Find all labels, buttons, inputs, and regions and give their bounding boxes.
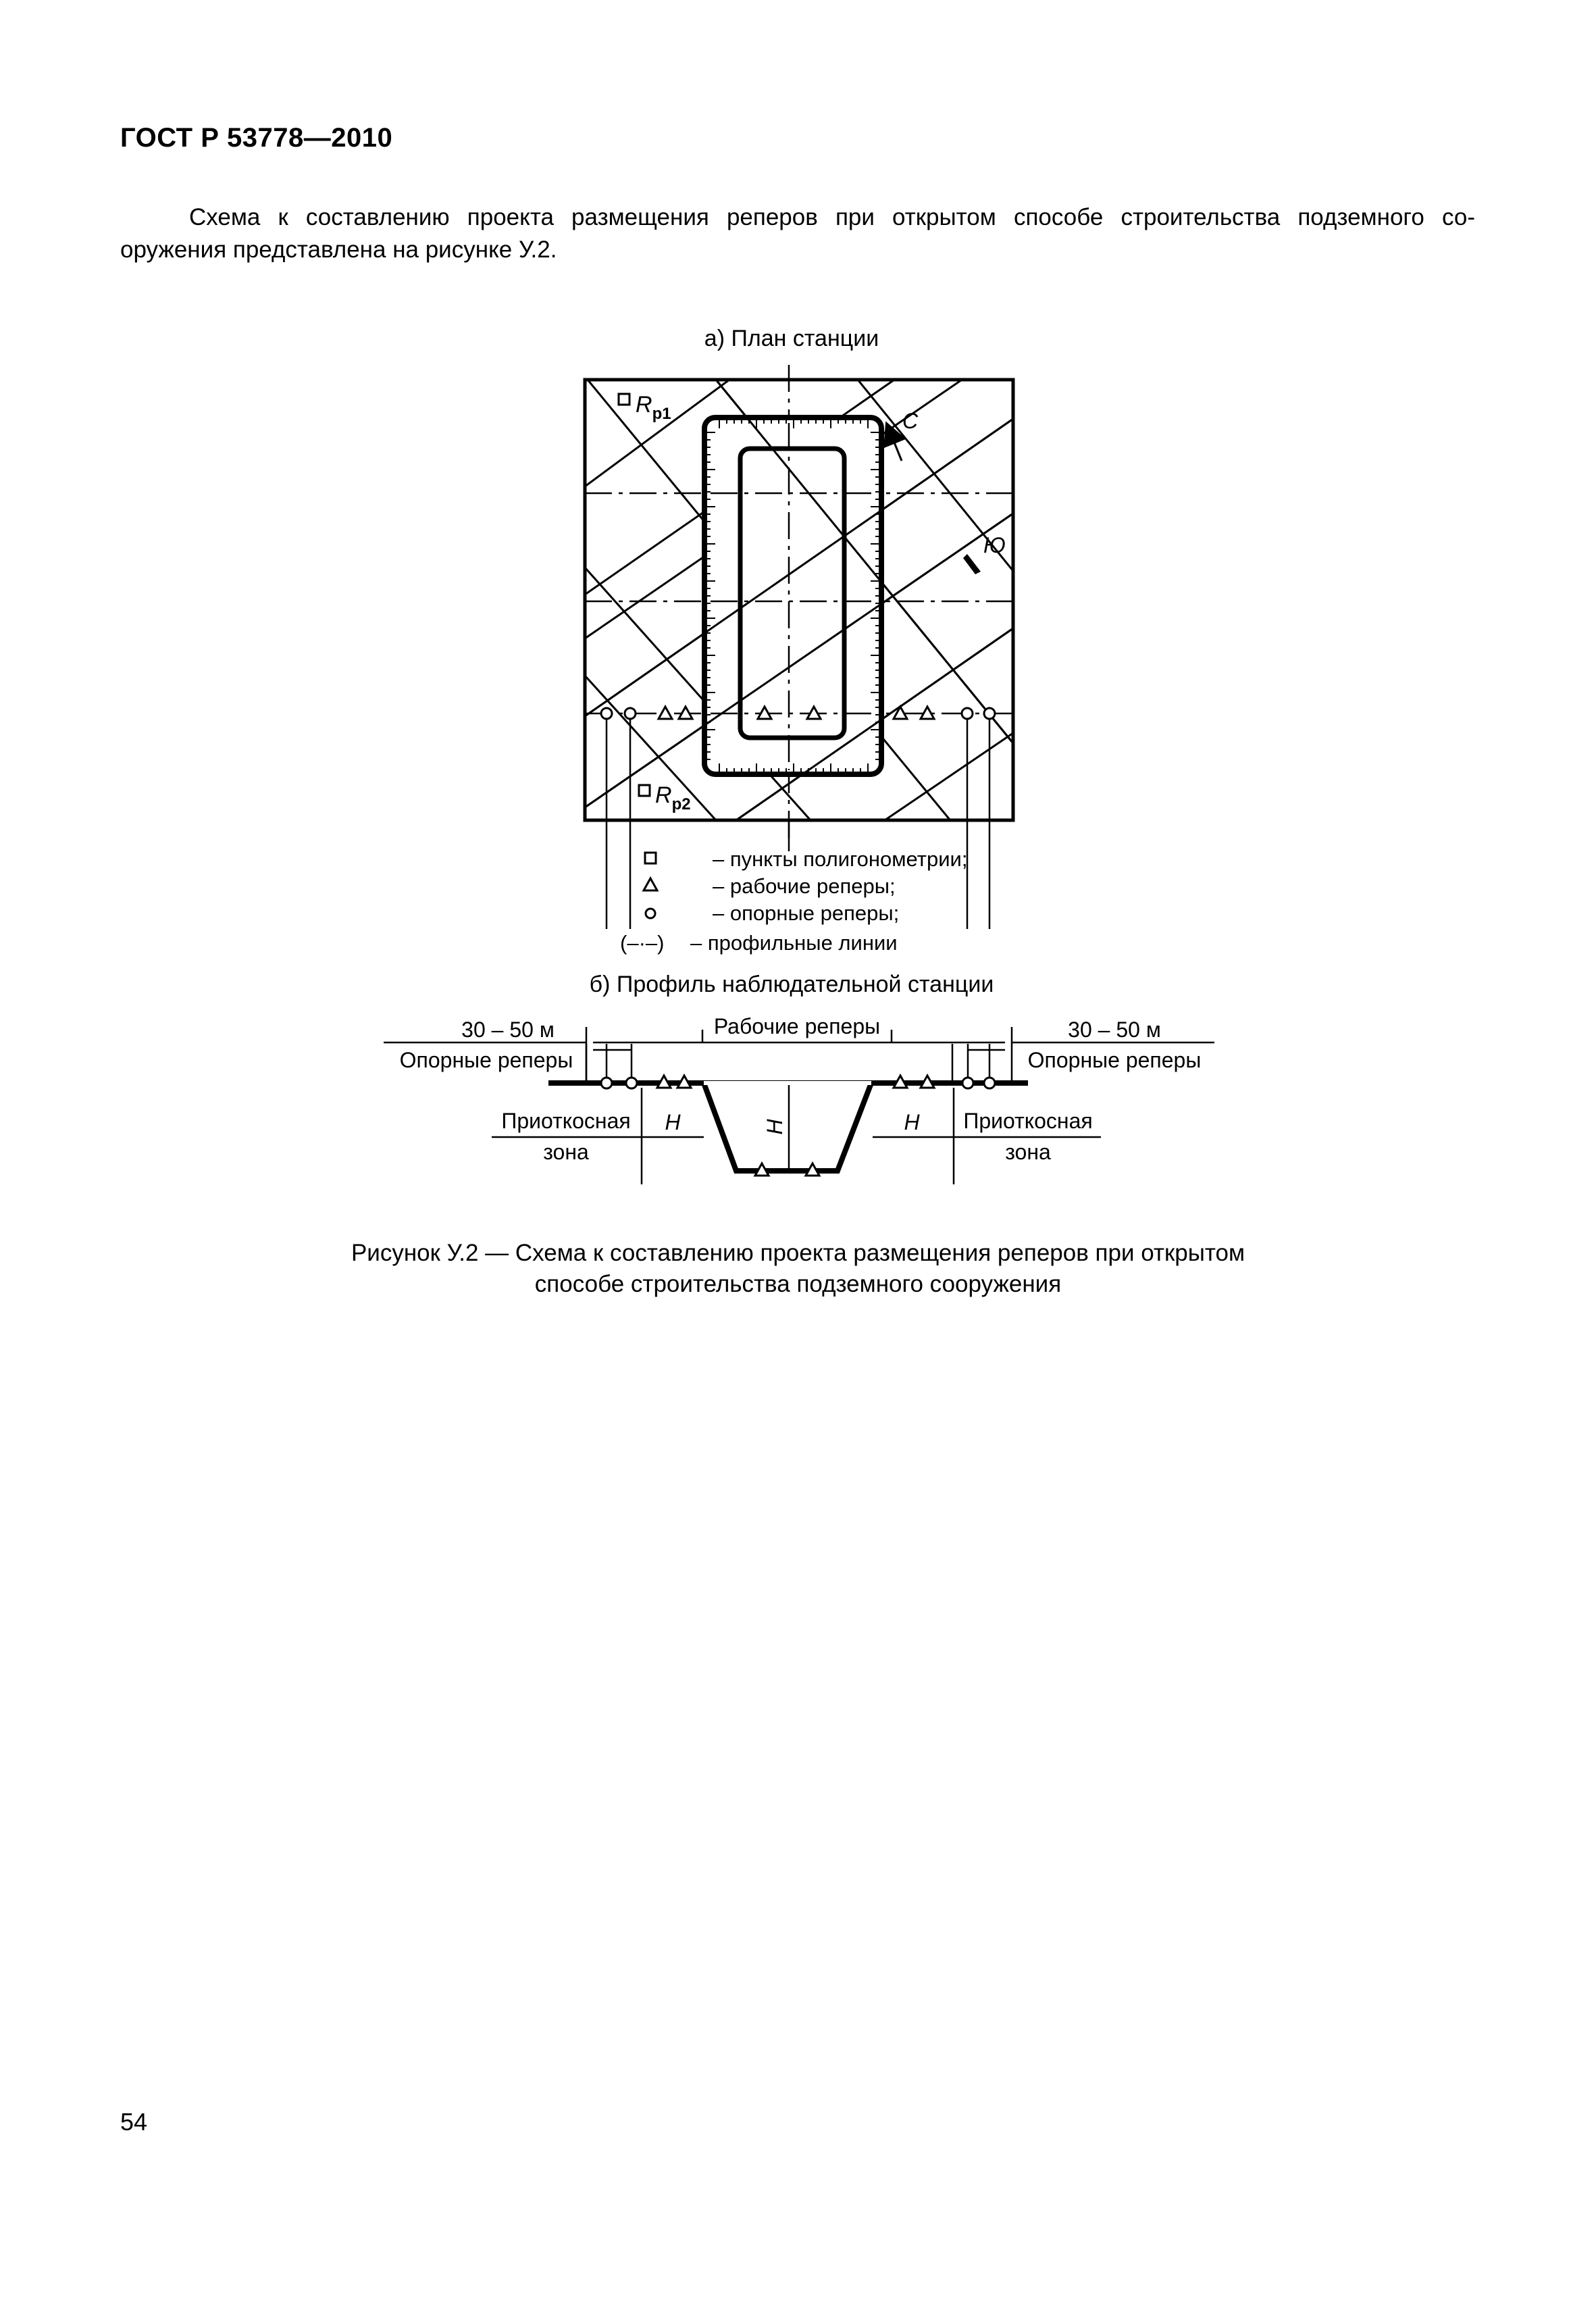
profile-title: б) Профиль наблюдательной станции	[589, 972, 994, 997]
intro-line-2: оружения представлена на рисунке У.2.	[120, 236, 557, 263]
profile-left-zone-line2: зона	[543, 1140, 589, 1164]
ref-benchmark	[601, 1078, 612, 1088]
profile-right-zone-line1: Приоткосная	[963, 1109, 1093, 1133]
rp2-marker	[639, 785, 650, 796]
rp1-marker	[619, 394, 629, 405]
legend-circle-icon	[646, 909, 655, 918]
ref-benchmark	[601, 708, 612, 719]
plan-title: а) План станции	[704, 326, 879, 351]
caption-line-2: способе строительства подземного сооружения	[534, 1271, 1062, 1297]
page-number: 54	[120, 2108, 148, 2136]
pit-outer-contour	[704, 418, 881, 774]
profile-h-left: Н	[665, 1110, 681, 1134]
ref-benchmark	[962, 708, 973, 719]
south-label: Ю	[983, 533, 1006, 557]
ref-benchmark	[625, 708, 636, 719]
profile-right-ref-label: Опорные реперы	[1027, 1048, 1202, 1072]
rp1-label: $R_{р1}$	[636, 392, 671, 423]
profile-center-label: Рабочие реперы	[713, 1014, 881, 1038]
north-label: С	[902, 409, 919, 433]
profile-h-center: Н	[763, 1119, 787, 1135]
profile-left-ref-label: Опорные реперы	[399, 1048, 573, 1072]
legend-triangle-icon	[644, 878, 657, 890]
ref-benchmark	[984, 1078, 995, 1088]
ref-benchmark	[984, 708, 995, 719]
north-arrow-icon	[890, 432, 902, 461]
work-benchmark	[659, 707, 672, 719]
document-header: ГОСТ Р 53778—2010	[120, 123, 393, 153]
pit-profile	[704, 1083, 871, 1171]
rp2-label: $R_{р2}$	[655, 782, 691, 813]
legend-item-4: – профильные линии	[690, 931, 898, 955]
ref-benchmark	[626, 1078, 637, 1088]
ref-benchmark	[962, 1078, 973, 1088]
legend-item-3: – опорные реперы;	[713, 901, 900, 925]
legend-dashdot-symbol: (–·–)	[620, 931, 665, 955]
figure-caption	[0, 1238, 1596, 1300]
legend	[620, 847, 967, 955]
legend-square-icon	[645, 853, 656, 863]
profile-left-distance: 30 – 50 м	[461, 1017, 555, 1042]
caption-line-1: Рисунок У.2 — Схема к составлению проекта размещения реперов при открытом	[351, 1240, 1245, 1266]
south-arrow-icon	[963, 554, 981, 574]
profile-right-distance: 30 – 50 м	[1068, 1017, 1161, 1042]
intro-line-1-text: Схема к составлению проекта размещения реперов при открытом способе строительства подземного со-	[189, 204, 1475, 230]
profile-right-zone-line2: зона	[1005, 1140, 1051, 1164]
legend-item-1: – пункты полигонометрии;	[713, 847, 968, 871]
profile-left-zone-line1: Приоткосная	[501, 1109, 631, 1133]
legend-item-2: – рабочие реперы;	[713, 874, 896, 898]
profile-h-right: Н	[904, 1110, 920, 1134]
